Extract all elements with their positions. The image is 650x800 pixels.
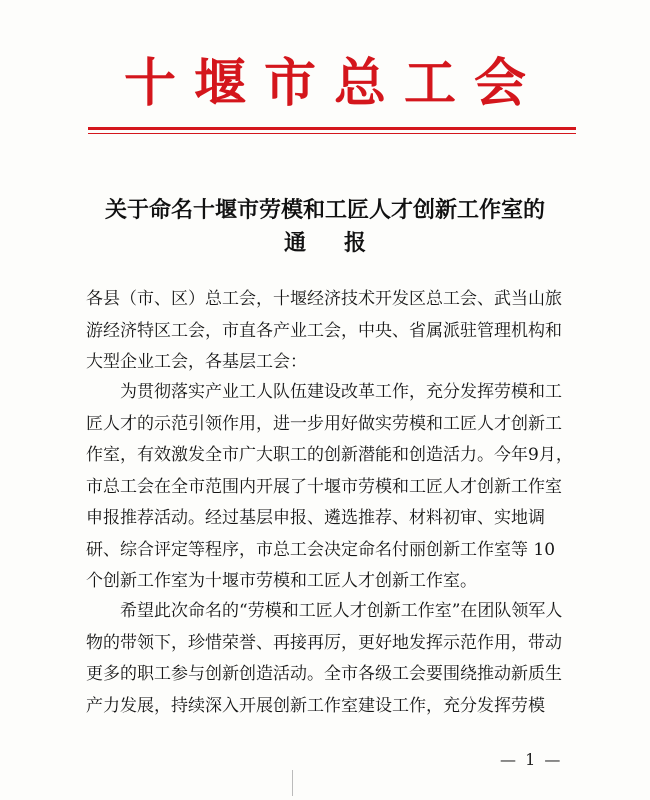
- letterhead-red-rule-thin: [88, 133, 576, 134]
- document-title-line2: 通报: [283, 230, 404, 256]
- body-paragraph-1: 为贯彻落实产业工人队伍建设改革工作，充分发挥劳模和工匠人才的示范引领作用，进一步用好做实劳模和工匠人才创新工作室，有效激发全市广大职工的创新潜能和创造活力。今年9月，市总工会在全市范围内开展了十堰市劳模和工匠人才创新工作室申报推荐活动。经过基层申报、遴选推荐、材料初审、实地调研、综合评定等程序，市总工会决定命名付丽创新工作室等 10 个创新工作室为十堰市劳模和工匠人才创新工作室。: [86, 382, 573, 591]
- letterhead-red-rule: [88, 127, 576, 130]
- salutation-paragraph: 各县（市、区）总工会，十堰经济技术开发区总工会、武当山旅游经济特区工会，市直各产业工会，中央、省属派驻管理机构和大型企业工会，各基层工会：: [86, 289, 562, 372]
- page-number: — 1 —: [500, 750, 563, 769]
- scan-mark: [292, 770, 293, 796]
- letterhead-org-name: 十堰市总工会: [123, 53, 544, 114]
- document-title-line1: 关于命名十堰市劳模和工匠人才创新工作室的: [104, 197, 545, 223]
- body-paragraph-2: 希望此次命名的“劳模和工匠人才创新工作室”在团队领军人物的带领下，珍惜荣誉、再接再厉，更好地发挥示范作用，带动更多的职工参与创新创造活动。全市各级工会要围绕推动新质生产力发展，持续深入开展创新工作室建设工作，充分发挥劳模: [86, 601, 563, 716]
